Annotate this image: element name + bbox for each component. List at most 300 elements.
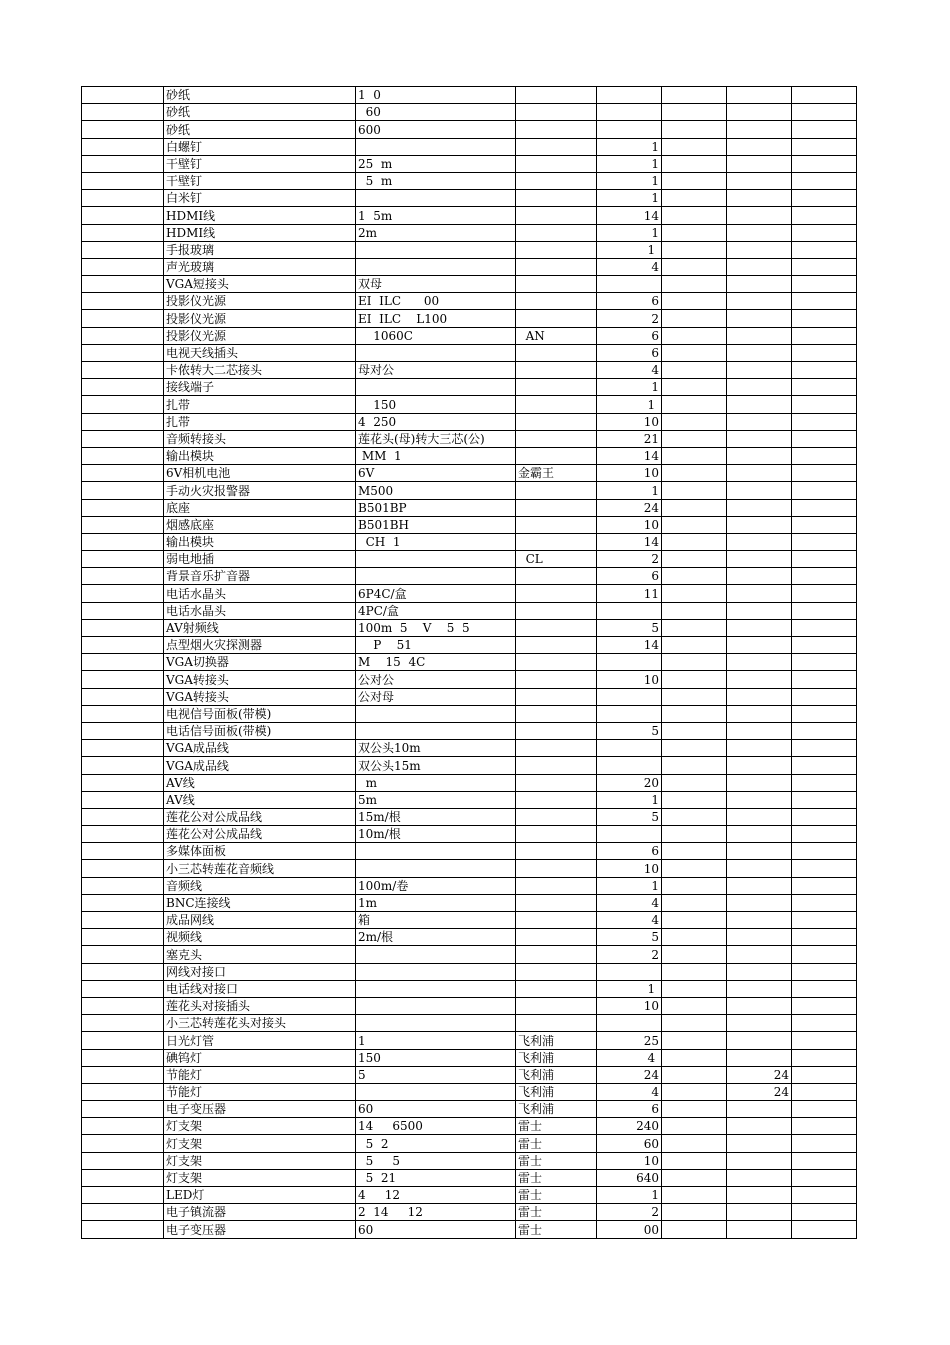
item-spec-cell: [356, 705, 516, 722]
item-brand-cell: [516, 87, 597, 104]
item-qty-cell: 24: [597, 1066, 662, 1083]
table-row: [82, 258, 857, 275]
table-row: [82, 860, 857, 877]
row-header-cell: [82, 585, 164, 602]
item-name-cell: 灯支架: [164, 1169, 356, 1186]
item-qty-cell: 6: [597, 1101, 662, 1118]
table-row: [82, 791, 857, 808]
empty-cell: [662, 327, 727, 344]
empty-cell: [792, 637, 857, 654]
item-qty-cell: 1: [597, 172, 662, 189]
item-extra-cell: [727, 877, 792, 894]
item-extra-cell: [727, 516, 792, 533]
item-brand-cell: [516, 860, 597, 877]
item-name-cell: 电子变压器: [164, 1221, 356, 1238]
item-spec-cell: [356, 258, 516, 275]
item-brand-cell: [516, 877, 597, 894]
item-name-cell: 电话线对接口: [164, 980, 356, 997]
row-header-cell: [82, 1015, 164, 1032]
item-spec-cell: [356, 843, 516, 860]
table-row: [82, 551, 857, 568]
item-qty-cell: [597, 104, 662, 121]
row-header-cell: [82, 877, 164, 894]
empty-cell: [792, 516, 857, 533]
empty-cell: [662, 980, 727, 997]
item-qty-cell: 1: [597, 877, 662, 894]
item-spec-cell: 双公头10m: [356, 740, 516, 757]
empty-cell: [662, 224, 727, 241]
empty-cell: [792, 894, 857, 911]
item-spec-cell: 60: [356, 1101, 516, 1118]
item-name-cell: LED灯: [164, 1187, 356, 1204]
item-brand-cell: [516, 843, 597, 860]
item-qty-cell: [597, 705, 662, 722]
empty-cell: [792, 499, 857, 516]
empty-cell: [662, 138, 727, 155]
item-spec-cell: 25 m: [356, 155, 516, 172]
item-spec-cell: [356, 722, 516, 739]
empty-cell: [662, 688, 727, 705]
item-qty-cell: 10: [597, 465, 662, 482]
table-row: [82, 1187, 857, 1204]
item-qty-cell: [597, 602, 662, 619]
item-brand-cell: [516, 499, 597, 516]
item-brand-cell: [516, 482, 597, 499]
item-qty-cell: 1: [597, 791, 662, 808]
item-qty-cell: [597, 654, 662, 671]
row-header-cell: [82, 843, 164, 860]
item-qty-cell: 2: [597, 310, 662, 327]
empty-cell: [792, 1032, 857, 1049]
item-brand-cell: [516, 172, 597, 189]
table-row: [82, 654, 857, 671]
empty-cell: [662, 1083, 727, 1100]
table-row: [82, 499, 857, 516]
item-qty-cell: [597, 1015, 662, 1032]
item-extra-cell: [727, 1049, 792, 1066]
empty-cell: [662, 293, 727, 310]
empty-cell: [662, 396, 727, 413]
item-extra-cell: [727, 413, 792, 430]
item-brand-cell: 雷士: [516, 1169, 597, 1186]
item-extra-cell: [727, 207, 792, 224]
table-row: [82, 465, 857, 482]
item-name-cell: VGA成品线: [164, 757, 356, 774]
item-brand-cell: [516, 155, 597, 172]
item-qty-cell: 10: [597, 1152, 662, 1169]
item-name-cell: 背景音乐扩音器: [164, 568, 356, 585]
item-name-cell: 白米钉: [164, 190, 356, 207]
item-extra-cell: [727, 929, 792, 946]
item-spec-cell: [356, 190, 516, 207]
item-spec-cell: 2m/根: [356, 929, 516, 946]
row-header-cell: [82, 413, 164, 430]
empty-cell: [662, 997, 727, 1014]
item-name-cell: 扎带: [164, 413, 356, 430]
row-header-cell: [82, 104, 164, 121]
item-name-cell: 音频转接头: [164, 430, 356, 447]
item-brand-cell: [516, 791, 597, 808]
empty-cell: [662, 826, 727, 843]
item-extra-cell: [727, 860, 792, 877]
item-qty-cell: [597, 276, 662, 293]
row-header-cell: [82, 172, 164, 189]
empty-cell: [792, 430, 857, 447]
table-row: [82, 172, 857, 189]
empty-cell: [662, 104, 727, 121]
item-qty-cell: 6: [597, 568, 662, 585]
item-qty-cell: 00: [597, 1221, 662, 1238]
item-spec-cell: 4PC/盒: [356, 602, 516, 619]
table-row: [82, 447, 857, 464]
item-brand-cell: [516, 310, 597, 327]
row-header-cell: [82, 1152, 164, 1169]
empty-cell: [662, 1187, 727, 1204]
item-extra-cell: [727, 1135, 792, 1152]
item-brand-cell: [516, 276, 597, 293]
item-name-cell: 扎带: [164, 396, 356, 413]
item-brand-cell: [516, 585, 597, 602]
item-brand-cell: [516, 912, 597, 929]
empty-cell: [792, 877, 857, 894]
empty-cell: [662, 637, 727, 654]
item-name-cell: AV线: [164, 791, 356, 808]
empty-cell: [792, 1118, 857, 1135]
item-name-cell: AV线: [164, 774, 356, 791]
item-name-cell: 节能灯: [164, 1066, 356, 1083]
empty-cell: [792, 654, 857, 671]
table-row: [82, 1118, 857, 1135]
empty-cell: [792, 791, 857, 808]
item-qty-cell: 1: [597, 241, 662, 258]
item-extra-cell: [727, 121, 792, 138]
empty-cell: [792, 396, 857, 413]
item-extra-cell: [727, 637, 792, 654]
row-header-cell: [82, 465, 164, 482]
item-name-cell: VGA转接头: [164, 688, 356, 705]
row-header-cell: [82, 1066, 164, 1083]
table-row: [82, 430, 857, 447]
table-row: [82, 997, 857, 1014]
item-name-cell: 干壁钉: [164, 172, 356, 189]
item-name-cell: 电子变压器: [164, 1101, 356, 1118]
row-header-cell: [82, 87, 164, 104]
item-qty-cell: 1: [597, 155, 662, 172]
item-extra-cell: [727, 963, 792, 980]
row-header-cell: [82, 602, 164, 619]
item-qty-cell: 11: [597, 585, 662, 602]
item-qty-cell: 640: [597, 1169, 662, 1186]
item-spec-cell: 5 5: [356, 1152, 516, 1169]
item-qty-cell: 1: [597, 379, 662, 396]
row-header-cell: [82, 551, 164, 568]
item-brand-cell: 雷士: [516, 1204, 597, 1221]
item-name-cell: 白螺钉: [164, 138, 356, 155]
item-spec-cell: 双母: [356, 276, 516, 293]
row-header-cell: [82, 637, 164, 654]
item-spec-cell: 60: [356, 1221, 516, 1238]
row-header-cell: [82, 344, 164, 361]
empty-cell: [662, 740, 727, 757]
empty-cell: [792, 740, 857, 757]
item-brand-cell: [516, 121, 597, 138]
item-extra-cell: [727, 757, 792, 774]
row-header-cell: [82, 619, 164, 636]
item-qty-cell: 5: [597, 929, 662, 946]
item-brand-cell: [516, 413, 597, 430]
row-header-cell: [82, 980, 164, 997]
item-name-cell: 电话水晶头: [164, 602, 356, 619]
item-brand-cell: [516, 997, 597, 1014]
item-brand-cell: [516, 808, 597, 825]
item-name-cell: AV射频线: [164, 619, 356, 636]
empty-cell: [662, 207, 727, 224]
empty-cell: [792, 447, 857, 464]
item-spec-cell: 1m: [356, 894, 516, 911]
item-extra-cell: [727, 1032, 792, 1049]
item-qty-cell: 6: [597, 293, 662, 310]
table-row: [82, 327, 857, 344]
item-name-cell: 卡侬转大二芯接头: [164, 362, 356, 379]
empty-cell: [792, 379, 857, 396]
item-spec-cell: 2m: [356, 224, 516, 241]
item-extra-cell: [727, 740, 792, 757]
item-spec-cell: [356, 551, 516, 568]
item-name-cell: VGA转接头: [164, 671, 356, 688]
item-qty-cell: 10: [597, 671, 662, 688]
empty-cell: [792, 121, 857, 138]
item-qty-cell: 1: [597, 396, 662, 413]
item-qty-cell: [597, 740, 662, 757]
item-spec-cell: 15m/根: [356, 808, 516, 825]
empty-cell: [662, 929, 727, 946]
empty-cell: [792, 826, 857, 843]
item-spec-cell: 公对母: [356, 688, 516, 705]
item-name-cell: 成品网线: [164, 912, 356, 929]
empty-cell: [662, 172, 727, 189]
item-spec-cell: 5: [356, 1066, 516, 1083]
table-row: [82, 241, 857, 258]
row-header-cell: [82, 155, 164, 172]
item-qty-cell: 4: [597, 1049, 662, 1066]
item-spec-cell: [356, 1083, 516, 1100]
item-brand-cell: [516, 688, 597, 705]
item-qty-cell: 14: [597, 447, 662, 464]
item-extra-cell: [727, 654, 792, 671]
table-row: [82, 1032, 857, 1049]
item-spec-cell: 14 6500: [356, 1118, 516, 1135]
empty-cell: [792, 1221, 857, 1238]
item-spec-cell: [356, 946, 516, 963]
item-brand-cell: [516, 224, 597, 241]
item-spec-cell: M500: [356, 482, 516, 499]
row-header-cell: [82, 482, 164, 499]
item-brand-cell: 雷士: [516, 1187, 597, 1204]
empty-cell: [662, 241, 727, 258]
item-qty-cell: 10: [597, 997, 662, 1014]
item-spec-cell: P 51: [356, 637, 516, 654]
item-extra-cell: 24: [727, 1066, 792, 1083]
spreadsheet-table: [81, 86, 857, 1239]
item-name-cell: 小三芯转莲花头对接头: [164, 1015, 356, 1032]
item-extra-cell: [727, 568, 792, 585]
empty-cell: [792, 585, 857, 602]
item-spec-cell: [356, 379, 516, 396]
empty-cell: [662, 379, 727, 396]
empty-cell: [662, 602, 727, 619]
item-brand-cell: [516, 722, 597, 739]
item-name-cell: 投影仪光源: [164, 293, 356, 310]
item-brand-cell: [516, 430, 597, 447]
item-name-cell: 灯支架: [164, 1135, 356, 1152]
row-header-cell: [82, 1187, 164, 1204]
item-name-cell: BNC连接线: [164, 894, 356, 911]
item-brand-cell: [516, 894, 597, 911]
item-brand-cell: [516, 104, 597, 121]
empty-cell: [662, 1135, 727, 1152]
item-extra-cell: [727, 1169, 792, 1186]
row-header-cell: [82, 826, 164, 843]
item-spec-cell: [356, 997, 516, 1014]
empty-cell: [662, 1066, 727, 1083]
item-spec-cell: 5m: [356, 791, 516, 808]
item-qty-cell: 10: [597, 413, 662, 430]
row-header-cell: [82, 327, 164, 344]
table-row: [82, 671, 857, 688]
item-brand-cell: [516, 980, 597, 997]
empty-cell: [792, 344, 857, 361]
item-name-cell: HDMI线: [164, 207, 356, 224]
item-extra-cell: [727, 843, 792, 860]
table-row: [82, 155, 857, 172]
item-spec-cell: 4 250: [356, 413, 516, 430]
empty-cell: [662, 757, 727, 774]
table-row: [82, 722, 857, 739]
item-spec-cell: EI ILC L100: [356, 310, 516, 327]
item-qty-cell: 2: [597, 551, 662, 568]
item-spec-cell: m: [356, 774, 516, 791]
item-spec-cell: [356, 241, 516, 258]
item-spec-cell: 公对公: [356, 671, 516, 688]
item-name-cell: 灯支架: [164, 1118, 356, 1135]
item-spec-cell: 6P4C/盒: [356, 585, 516, 602]
table-row: [82, 774, 857, 791]
item-extra-cell: [727, 912, 792, 929]
empty-cell: [662, 258, 727, 275]
item-brand-cell: AN: [516, 327, 597, 344]
item-name-cell: 多媒体面板: [164, 843, 356, 860]
empty-cell: [792, 808, 857, 825]
item-name-cell: 输出模块: [164, 533, 356, 550]
item-name-cell: 6V相机电池: [164, 465, 356, 482]
row-header-cell: [82, 190, 164, 207]
item-brand-cell: 飞利浦: [516, 1032, 597, 1049]
table-row: [82, 568, 857, 585]
item-spec-cell: 双公头15m: [356, 757, 516, 774]
item-extra-cell: [727, 1015, 792, 1032]
empty-cell: [792, 1187, 857, 1204]
empty-cell: [662, 877, 727, 894]
item-extra-cell: [727, 224, 792, 241]
item-qty-cell: 4: [597, 912, 662, 929]
item-spec-cell: 100m 5 V 5 5: [356, 619, 516, 636]
table-row: [82, 1066, 857, 1083]
item-name-cell: 砂纸: [164, 104, 356, 121]
empty-cell: [662, 1152, 727, 1169]
item-extra-cell: [727, 155, 792, 172]
item-extra-cell: [727, 774, 792, 791]
item-spec-cell: B501BH: [356, 516, 516, 533]
row-header-cell: [82, 808, 164, 825]
row-header-cell: [82, 946, 164, 963]
empty-cell: [792, 671, 857, 688]
empty-cell: [662, 963, 727, 980]
row-header-cell: [82, 722, 164, 739]
table-row: [82, 963, 857, 980]
item-extra-cell: [727, 104, 792, 121]
item-extra-cell: [727, 946, 792, 963]
row-header-cell: [82, 757, 164, 774]
item-name-cell: HDMI线: [164, 224, 356, 241]
empty-cell: [792, 465, 857, 482]
table-row: [82, 1083, 857, 1100]
table-row: [82, 1101, 857, 1118]
row-header-cell: [82, 362, 164, 379]
empty-cell: [662, 808, 727, 825]
empty-cell: [792, 1169, 857, 1186]
item-extra-cell: [727, 808, 792, 825]
row-header-cell: [82, 1083, 164, 1100]
item-qty-cell: 6: [597, 327, 662, 344]
item-extra-cell: [727, 327, 792, 344]
item-qty-cell: [597, 688, 662, 705]
table-row: [82, 121, 857, 138]
empty-cell: [792, 293, 857, 310]
item-brand-cell: [516, 344, 597, 361]
empty-cell: [662, 722, 727, 739]
empty-cell: [792, 362, 857, 379]
item-qty-cell: 5: [597, 808, 662, 825]
empty-cell: [662, 860, 727, 877]
row-header-cell: [82, 447, 164, 464]
item-extra-cell: [727, 293, 792, 310]
item-qty-cell: 4: [597, 1083, 662, 1100]
item-name-cell: VGA切换器: [164, 654, 356, 671]
item-brand-cell: [516, 396, 597, 413]
item-qty-cell: 5: [597, 722, 662, 739]
empty-cell: [792, 190, 857, 207]
empty-cell: [662, 533, 727, 550]
item-extra-cell: [727, 980, 792, 997]
item-brand-cell: [516, 293, 597, 310]
item-brand-cell: [516, 207, 597, 224]
item-brand-cell: CL: [516, 551, 597, 568]
item-brand-cell: 雷士: [516, 1152, 597, 1169]
empty-cell: [792, 87, 857, 104]
empty-cell: [662, 843, 727, 860]
row-header-cell: [82, 1032, 164, 1049]
empty-cell: [662, 362, 727, 379]
row-header-cell: [82, 430, 164, 447]
row-header-cell: [82, 671, 164, 688]
item-brand-cell: [516, 740, 597, 757]
table-row: [82, 705, 857, 722]
item-name-cell: 音频线: [164, 877, 356, 894]
empty-cell: [662, 654, 727, 671]
item-brand-cell: [516, 241, 597, 258]
item-spec-cell: 2 14 12: [356, 1204, 516, 1221]
item-brand-cell: 飞利浦: [516, 1066, 597, 1083]
